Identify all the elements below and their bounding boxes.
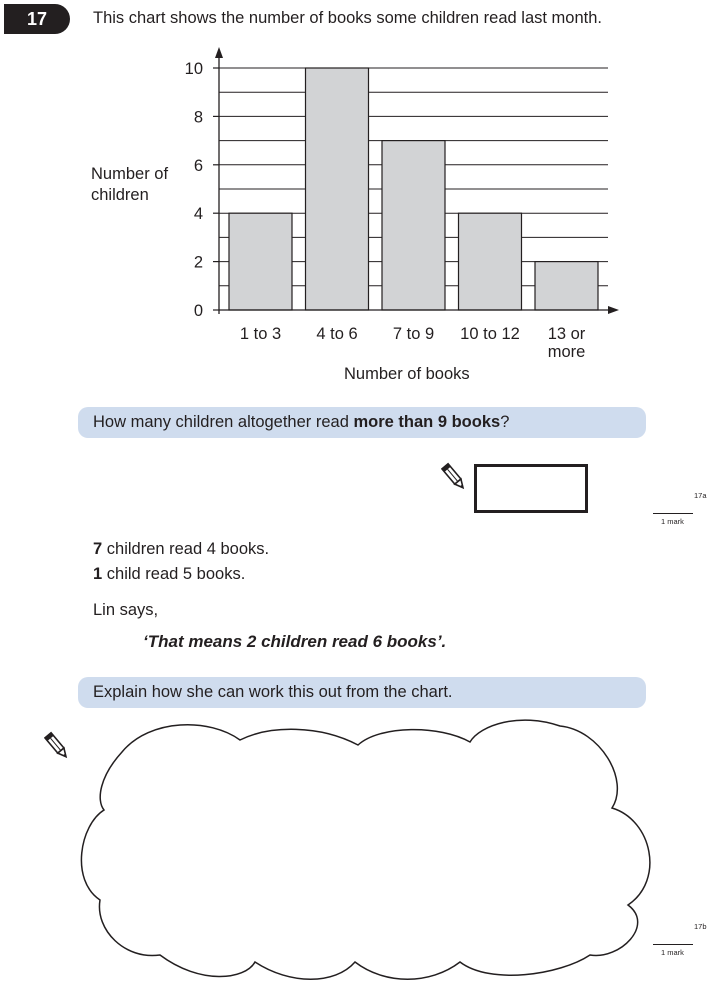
question-number: 17 xyxy=(4,4,70,34)
question-intro: This chart shows the number of books some children read last month. xyxy=(93,9,602,27)
y-axis-label: Number of children xyxy=(91,165,169,204)
y-tick-label: 10 xyxy=(184,60,203,78)
y-tick-label: 6 xyxy=(193,156,203,175)
x-tick-label: 7 to 9 xyxy=(392,325,435,343)
x-tick-label: 10 to 12 xyxy=(460,325,520,343)
mark-value-a: 1 mark xyxy=(661,517,684,526)
y-tick-label: 4 xyxy=(193,205,203,224)
x-tick-label: 4 to 6 xyxy=(316,325,358,343)
statement-1: 7 children read 4 books. xyxy=(93,540,270,558)
x-tick-label: 13 or xyxy=(547,325,586,343)
x-axis-label: Number of books xyxy=(344,365,470,383)
x-tick-label: 1 to 3 xyxy=(239,325,282,343)
lin-quote: ‘That means 2 children read 6 books’. xyxy=(143,632,447,651)
mark-line-b xyxy=(653,944,693,945)
mark-code-a: 17a xyxy=(694,491,707,500)
question-prompt-a: How many children altogether read more than 9 books? xyxy=(78,407,646,438)
y-tick-label: 0 xyxy=(193,302,203,320)
mark-value-b: 1 mark xyxy=(661,948,684,957)
y-tick-label: 8 xyxy=(193,108,203,127)
y-tick-label: 2 xyxy=(193,253,203,272)
question-prompt-b: Explain how she can work this out from the chart. xyxy=(78,677,646,708)
mark-code-b: 17b xyxy=(694,922,707,931)
x-tick-label: more xyxy=(547,343,586,361)
lin-says: Lin says, xyxy=(93,601,159,619)
statement-2: 1 child read 5 books. xyxy=(93,565,246,583)
